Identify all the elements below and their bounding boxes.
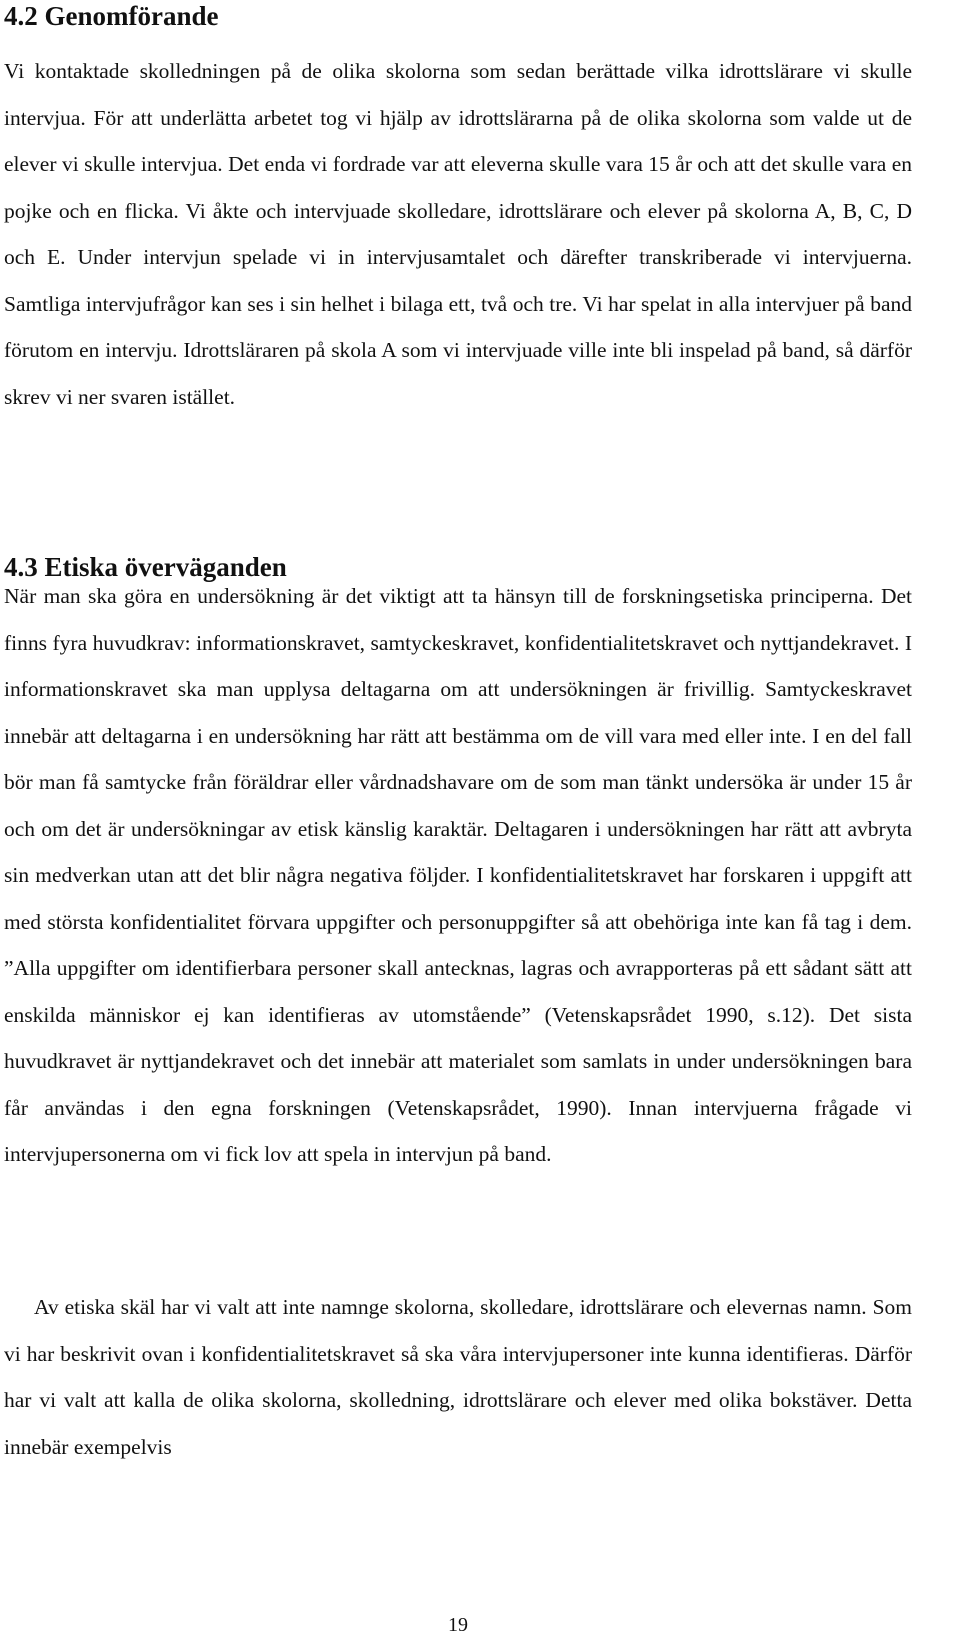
document-page	[4, 0, 912, 1648]
section-heading-genomforande: 4.2 Genomförande	[4, 1, 219, 31]
section-heading-etiska-overvaganden: 4.3 Etiska överväganden	[4, 552, 287, 582]
paragraph-etiska-namngivning: Av etiska skäl har vi valt att inte namnge skolorna, skolledare, idrottslärare och elevernas namn. Som vi har beskrivit ovan i konfidentialitetskravet så ska våra intervjupersoner inte kunna identifieras. Därför har vi valt att kalla de olika skolorna, skolledning, idrottslärare och elever med olika bokstäver. Detta innebär exempelvis	[4, 1295, 912, 1459]
page-number: 19	[448, 1614, 468, 1636]
paragraph-genomforande: Vi kontaktade skolledningen på de olika skolorna som sedan berättade vilka idrottslärare vi skulle intervjua. För att underlätta arbetet tog vi hjälp av idrottslärarna på de olika skolorna som valde ut de elever vi skulle intervjua. Det enda vi fordrade var att eleverna skulle vara 15 år och att det skulle vara en pojke och en flicka. Vi åkte och intervjuade skolledare, idrottslärare och elever på skolorna A, B, C, D och E. Under intervjun spelade vi in intervjusamtalet och därefter transkriberade vi intervjuerna. Samtliga intervjufrågor kan ses i sin helhet i bilaga ett, två och tre. Vi har spelat in alla intervjuer på band förutom en intervju. Idrottsläraren på skola A som vi intervjuade ville inte bli inspelad på band, så därför skrev vi ner svaren istället.	[4, 59, 912, 409]
paragraph-etiska-principer: När man ska göra en undersökning är det viktigt att ta hänsyn till de forskningsetiska principerna. Det finns fyra huvudkrav: informationskravet, samtyckeskravet, konfidentialitetskravet och nyttjandekravet. I informationskravet ska man upplysa deltagarna om att undersökningen är frivillig. Samtyckeskravet innebär att deltagarna i en undersökning har rätt att bestämma om de vill vara med eller inte. I en del fall bör man få samtycke från föräldrar eller vårdnadshavare om de som man tänkt undersöka är under 15 år och om det är undersökningar av etisk känslig karaktär. Deltagaren i undersökningen har rätt att avbryta sin medverkan utan att det blir några negativa följder. I konfidentialitetskravet har forskaren i uppgift att med största konfidentialitet förvara uppgifter och personuppgifter så att obehöriga inte kan få tag i dem. ”Alla uppgifter om identifierbara personer skall antecknas, lagras och avrapporteras på ett sådant sätt att enskilda människor ej kan identifieras av utomstående” (Vetenskapsrådet 1990, s.12). Det sista huvudkravet är nyttjandekravet och det innebär att materialet som samlats in under undersökningen bara får användas i den egna forskningen (Vetenskapsrådet, 1990). Innan intervjuerna frågade vi intervjupersonerna om vi fick lov att spela in intervjun på band.	[4, 584, 912, 1166]
